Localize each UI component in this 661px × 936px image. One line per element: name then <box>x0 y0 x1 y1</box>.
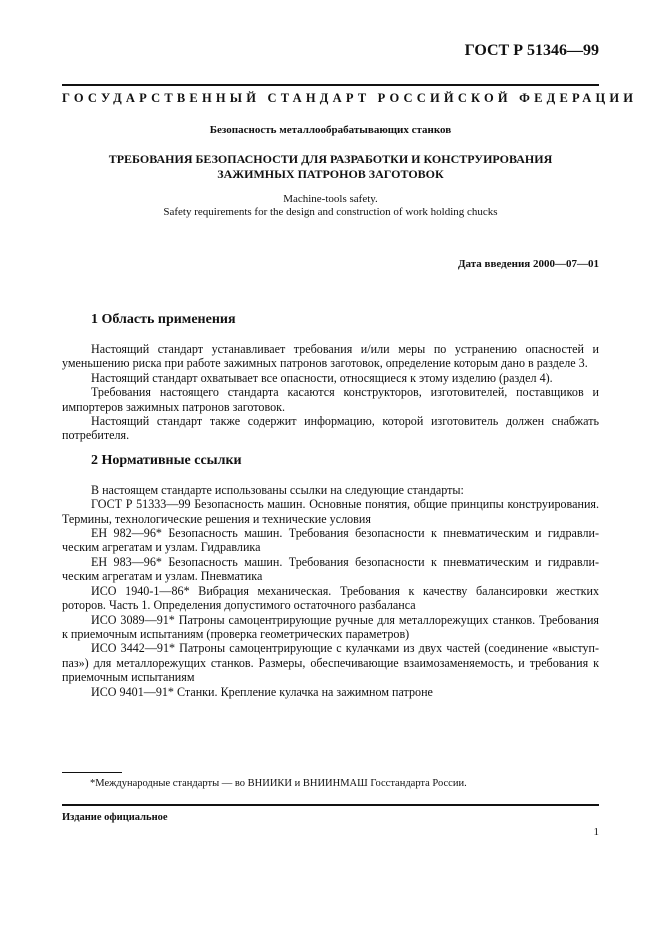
document-id: ГОСТ Р 51346—99 <box>464 42 599 59</box>
section-1-paragraph: Настоящий стандарт охватывает все опасности, относящиеся к этому изделию (раздел 4). <box>91 370 553 385</box>
reference-item: ИСО 9401—91* Станки. Крепление кулачка на зажимном патроне <box>91 684 433 699</box>
footnote: *Международные стандарты — во ВНИИКИ и ВНИИНМАШ Госстандарта России. <box>90 778 467 789</box>
standard-header: ГОСУДАРСТВЕННЫЙ СТАНДАРТ РОССИЙСКОЙ ФЕДЕРАЦИИ <box>62 84 599 106</box>
title-line-2: ЗАЖИМНЫХ ПАТРОНОВ ЗАГОТОВОК <box>217 167 444 181</box>
section-2-heading: 2 Нормативные ссылки <box>91 452 242 468</box>
section-2-intro: В настоящем стандарте использованы ссылки на следующие стандарты: <box>91 482 464 497</box>
title-line-1: ТРЕБОВАНИЯ БЕЗОПАСНОСТИ ДЛЯ РАЗРАБОТКИ И КОНСТРУИРОВАНИЯ <box>108 152 553 166</box>
english-title-line-1: Machine-tools safety. <box>283 193 378 205</box>
section-1-paragraph: Настоящий стандарт устанавливает требования и/или меры по устранению опасностей и уменьшению риска при работе зажимных патронов заготовок, определение которым дано в разделе 3. <box>62 342 599 371</box>
footnote-divider <box>62 772 122 773</box>
section-1-paragraph: Настоящий стандарт также содержит информацию, которой изготовитель должен снабжать потребителя. <box>62 414 599 443</box>
official-edition-label: Издание официальное <box>62 804 599 823</box>
effective-date: Дата введения 2000—07—01 <box>457 258 599 270</box>
document-body <box>62 312 599 699</box>
reference-item: ГОСТ Р 51333—99 Безопасность машин. Основные понятия, общие принципы конструирования. Термины, технологические решения и технические условия <box>62 497 599 526</box>
reference-item: ИСО 3089—91* Патроны самоцентрирующие ручные для металлорежущих станков. Требования к приемочным испытаниям (проверка геометрических параметров) <box>62 612 599 641</box>
document-title <box>62 152 599 182</box>
reference-item: ЕН 983—96* Безопасность машин. Требования безопасности к пневматическим и гидравлическим агрегатам и узлам. Пневматика <box>62 554 599 584</box>
section-1-heading: 1 Область применения <box>91 312 236 327</box>
section-1-paragraph: Требования настоящего стандарта касаются конструкторов, изготовителей, поставщиков и импортеров зажимных патронов заготовок. <box>62 385 599 414</box>
english-title-line-2: Safety requirements for the design and construction of work holding chucks <box>163 206 498 218</box>
subject-line: Безопасность металлообрабатывающих станков <box>209 124 452 136</box>
english-title <box>62 193 599 219</box>
reference-item: ИСО 3442—91* Патроны самоцентрирующие с кулачками из двух частей (соединение «выступ-паз») для металлорежущих станков. Размеры, обеспечивающие взаимозаменяемость, и требования к приемочным испытаниям <box>62 641 599 685</box>
reference-item: ИСО 1940-1—86* Вибрация механическая. Требования к качеству балансировки жестких роторов. Часть 1. Определения допустимого остаточного разбаланса <box>62 583 599 613</box>
reference-item: ЕН 982—96* Безопасность машин. Требования безопасности к пневматическим и гидравлическим агрегатам и узлам. Гидравлика <box>62 526 599 555</box>
page-number: 1 <box>593 826 599 838</box>
